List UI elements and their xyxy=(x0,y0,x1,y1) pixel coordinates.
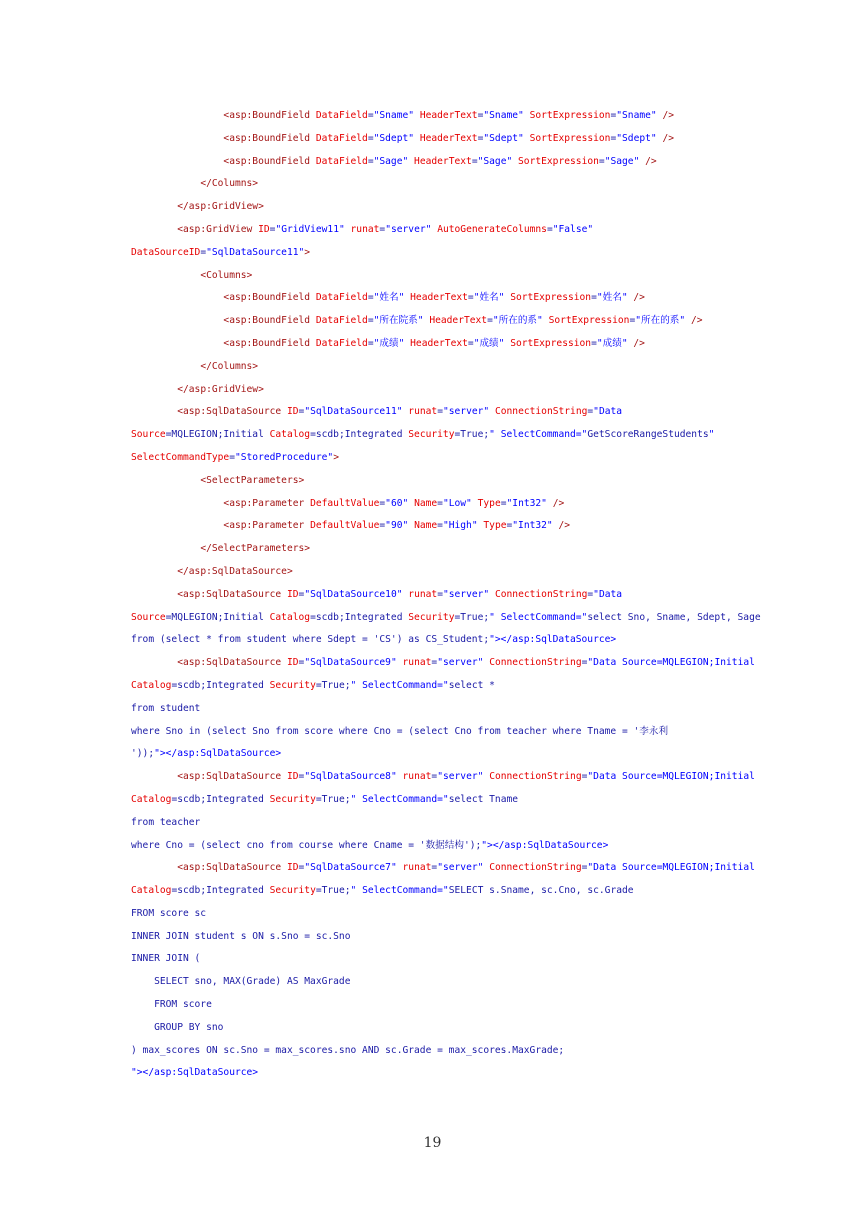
code-line: <asp:BoundField DataField="Sname" HeaderText="Sname" SortExpression="Sname" /> xyxy=(223,110,675,121)
code-line: FROM score xyxy=(131,999,212,1011)
code-line: <asp:BoundField DataField="成绩" HeaderText="成绩" SortExpression="成绩" /> xyxy=(223,337,645,349)
code-line: Source=MQLEGION;Initial Catalog=scdb;Integrated Security=True;" SelectCommand="GetScoreRangeStudents" xyxy=(131,429,715,441)
code-line: where Cno = (select cno from course where Cname = '数据结构');"></asp:SqlDataSource> xyxy=(131,839,609,851)
code-line: <asp:BoundField DataField="Sage" HeaderText="Sage" SortExpression="Sage" /> xyxy=(223,155,657,167)
code-line: GROUP BY sno xyxy=(131,1021,224,1033)
code-line: Catalog=scdb;Integrated Security=True;" SelectCommand="select Tname xyxy=(131,793,519,805)
code-line: <asp:BoundField DataField="姓名" HeaderText="姓名" SortExpression="姓名" /> xyxy=(223,292,645,304)
code-line: where Sno in (select Sno from score where Cno = (select Cno from teacher where Tname = '李永利 xyxy=(131,725,669,737)
code-line: <asp:SqlDataSource ID="SqlDataSource10" runat="server" ConnectionString="Data xyxy=(177,588,623,600)
code-line: <asp:Parameter DefaultValue="60" Name="Low" Type="Int32" /> xyxy=(223,497,565,509)
code-line: "></asp:SqlDataSource> xyxy=(131,1067,259,1079)
code-line: Catalog=scdb;Integrated Security=True;" SelectCommand="select * xyxy=(131,679,495,691)
code-line: ) max_scores ON sc.Sno = max_scores.sno AND sc.Grade = max_scores.MaxGrade; xyxy=(131,1044,565,1056)
code-line: INNER JOIN student s ON s.Sno = sc.Sno xyxy=(131,930,351,942)
code-line: from teacher xyxy=(131,816,201,828)
code-line: <asp:GridView ID="GridView11" runat="server" AutoGenerateColumns="False" xyxy=(177,223,594,235)
code-line: <Columns> xyxy=(200,269,253,281)
code-line: from (select * from student where Sdept = 'CS') as CS_Student;"></asp:SqlDataSource> xyxy=(131,634,617,646)
code-line: <asp:SqlDataSource ID="SqlDataSource9" runat="server" ConnectionString="Data Source=MQLEGION;Initial xyxy=(177,657,755,669)
code-line: from student xyxy=(131,702,201,714)
code-line: <asp:SqlDataSource ID="SqlDataSource7" runat="server" ConnectionString="Data Source=MQLEGION;Initial xyxy=(177,862,755,874)
code-line: <SelectParameters> xyxy=(200,474,305,486)
code-listing xyxy=(131,108,761,1088)
code-line: Source=MQLEGION;Initial Catalog=scdb;Integrated Security=True;" SelectCommand="select Sno, Sname, Sdept, Sage xyxy=(131,611,761,623)
code-line: </asp:GridView> xyxy=(177,201,264,213)
code-line: </asp:GridView> xyxy=(177,383,264,395)
page-number: 19 xyxy=(423,1135,442,1151)
code-line: <asp:BoundField DataField="所在院系" HeaderText="所在的系" SortExpression="所在的系" /> xyxy=(223,315,703,327)
code-line: </Columns> xyxy=(200,178,259,190)
code-line: <asp:BoundField DataField="Sdept" HeaderText="Sdept" SortExpression="Sdept" /> xyxy=(223,132,675,144)
code-line: SELECT sno, MAX(Grade) AS MaxGrade xyxy=(131,976,351,988)
code-line: </asp:SqlDataSource> xyxy=(177,565,293,577)
code-line: <asp:SqlDataSource ID="SqlDataSource11" runat="server" ConnectionString="Data xyxy=(177,406,623,418)
code-line: <asp:Parameter DefaultValue="90" Name="High" Type="Int32" /> xyxy=(223,520,571,532)
code-line: </SelectParameters> xyxy=(200,543,311,555)
code-line: FROM score sc xyxy=(131,907,207,919)
code-line: '));"></asp:SqlDataSource> xyxy=(131,748,282,760)
code-line: INNER JOIN ( xyxy=(131,953,201,965)
code-line: Catalog=scdb;Integrated Security=True;" SelectCommand="SELECT s.Sname, sc.Cno, sc.Grade xyxy=(131,885,634,897)
code-line: <asp:SqlDataSource ID="SqlDataSource8" runat="server" ConnectionString="Data Source=MQLEGION;Initial xyxy=(177,771,755,783)
code-line: SelectCommandType="StoredProcedure"> xyxy=(131,451,339,463)
code-line: DataSourceID="SqlDataSource11"> xyxy=(131,246,311,258)
code-line: </Columns> xyxy=(200,360,259,372)
